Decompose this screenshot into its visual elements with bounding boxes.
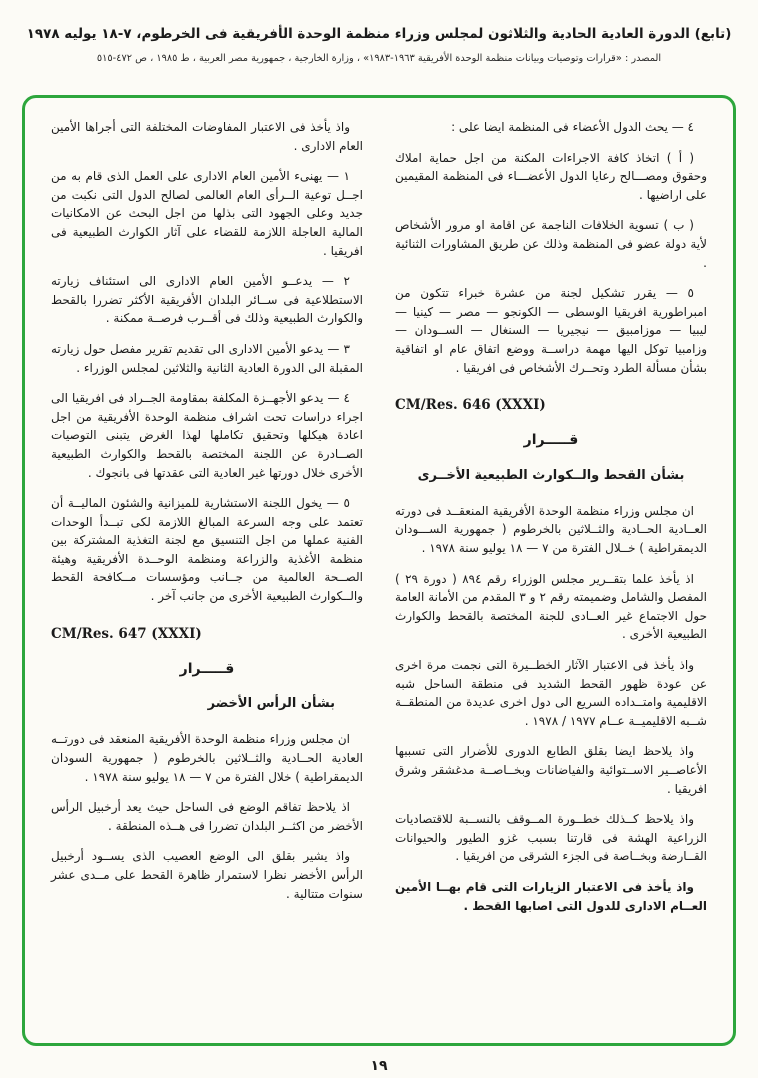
clause-1-congratulates: ١ — يهنىء الأمين العام الادارى على العمل الذى قام به من اجــل توعية الــرأى العام العالمى لصالح الدول التى نكبت من جديد وعلى الجهود التى بذلها من اجل البحث عن الامكانيات المالية العاجلة اللازمة للقضاء على آثار الكوارث الطبيعية فى افريقيا . [51, 169, 363, 258]
preamble-sahel-situation: اذ يلاحظ تفاقم الوضع فى الساحل حيث يعد أرخبيل الرأس الأخضر من اكثــر البلدان تضررا فى هــذه المنطقة . [51, 800, 363, 833]
clause-3-invites-report: ٣ — يدعو الأمين الادارى الى تقديم تقرير مفصل حول زيارته المقبلة الى الدورة العادية الثانية والثلاثين لمجلس الوزراء . [51, 341, 363, 375]
preamble-cyclones: واذ يلاحظ ايضا بقلق الطابع الدورى للأضرار التى تسببها الأعاصــير الاســتوائية والفياضانات وبخــاصــة مدغشقر وشرق افريقيا . [395, 744, 707, 796]
clause-2-invites-visits: ٢ — يدعــو الأمين العام الادارى الى استئناف زيارته الاستطلاعية فى ســائر البلدان الأفريقية الأكثر تضررا بالقحط والكوارث الطبيعية وذلك فى أقــرب فرصــة ممكنة . [51, 274, 363, 326]
column-right [395, 118, 707, 1029]
clause-4-locust-bodies: ٤ — يدعو الأجهــزة المكلفة بمقاومة الجــراد فى افريقيا الى اجراء دراسات تحت اشراف منظمة الوحدة الأفريقية من اجل اعادة هيكلها وتحقيق تكاملها لهذا الغرض يتبنى التوصيات الصــادرة عن اللجنة المختصة بالقحط والكوارث الطبيعية الأخرى خلال دورتها غير العادية التى عقدتها فى بانجوك . [51, 391, 363, 480]
clause-4-sub-a: ( أ ) اتخاذ كافة الاجراءات المكنة من اجل حماية املاك وحقوق ومصـــالح رعايا الدول الأعضـــاء فى المنظمة المقيمين على اراضيها . [395, 150, 707, 202]
preamble-council-647: ان مجلس وزراء منظمة الوحدة الأفريقية المنعقد فى دورتــه العادية الحــادية والثــلاثين بالخرطوم ( جمهورية السودان الديمقراطية ) خلال الفترة من ٧ — ١٨ يوليو سنة ١٩٧٨ . [51, 732, 363, 784]
page-footer [0, 1058, 758, 1074]
resolution-code-646: CM/Res. 646 (XXXI) [395, 397, 546, 414]
document-header [14, 26, 744, 64]
preamble-agriculture: واذ يلاحظ كــذلك خطــورة المــوقف بالنســبة للاقتصاديات الزراعية الهشة فى قارتنا بسبب غزو الطيور والحيوانات القــارضة وبخــاصة فى الجزء الشرقى من افريقيا . [395, 812, 707, 864]
clause-5-budget-committee: ٥ — يخول اللجنة الاستشارية للميزانية والشئون الماليــة أن تعتمد على وجه السرعة المبالغ اللازمة لكى تبــدأ الوحدات الفنية عملها من اجل التنسيق مع لجنة التغذية المشتركة بين منظمة الأغذية والزراعة ومنظمة الوحــدة الأفريقية وهيئة الصــحة العالمية من جــانب ومؤسسات مــكافحة القحط والــكوارث الطبيعية الأخرى من جانب آخر . [51, 496, 363, 604]
column-left [51, 118, 363, 1029]
preamble-visits: واذ يأخذ فى الاعتبار الزيارات التى قام بهــا الأمين العــام الادارى للدول التى اصابها القحط . [395, 879, 707, 913]
preamble-negotiations: واذ يأخذ فى الاعتبار المفاوضات المختلفة التى أجراها الأمين العام الادارى . [51, 120, 363, 153]
preamble-report: اذ يأخذ علما بتقــرير مجلس الوزراء رقم ٨٩٤ ( دورة ٢٩ ) المفصل والشامل وضميمته رقم ٢ و ٣ المقدم من الأمانة العامة حول الاجتماع غير العــادى للجنة المختصة بالقحط والكوارث الطبيعية الأخرى . [395, 571, 707, 642]
green-frame [22, 95, 736, 1046]
preamble-effects: واذ يأخذ فى الاعتبار الآثار الخطــيرة التى نجمت مرة اخرى عن عودة ظهور القحط الشديد فى منطقة الساحل شبه الاقليمية وامتــداده السريع الى دول اخرى عديدة من المنطقــة شــبه الاقليميــة عــام ١٩٧٧ / ١٩٧٨ . [395, 658, 707, 728]
preamble-cape-verde-drought: واذ يشير بقلق الى الوضع العصيب الذى يســود أرخبيل الرأس الأخضر نظرا لاستمرار ظاهرة القحط على مــدى عشر سنوات متتالية . [51, 849, 363, 901]
resolution-code-647: CM/Res. 647 (XXXI) [51, 625, 202, 642]
header-session-title: (تابع) الدورة العادية الحادية والثلاثون لمجلس وزراء منظمة الوحدة الأفريقية فى الخرطوم، ٧-١٨ يوليه ١٩٧٨ [26, 26, 732, 42]
clause-5-committee: ٥ — يقرر تشكيل لجنة من عشرة خبراء تتكون من امبراطورية افريقيا الوسطى — الكونجو — مصر — كينيا — ليبيا — موزامبيق — نيجيريا — السنغال — الســودان — وزامبيا توكل اليها مهمة دراســة ووضع اتفاق عام او اتفاقية بشأن مسألة الطرد وتحــرك الأشخاص فى افريقيا . [395, 286, 707, 375]
resolution-title: قـــــرار [523, 432, 579, 449]
resolution-subtitle-drought: بشأن القحط والــكوارث الطبيعية الأخــرى [417, 467, 685, 483]
preamble-council: ان مجلس وزراء منظمة الوحدة الأفريقية المنعقــد فى دورته العــادية الحــادية والثــلاثين بالخرطوم ( جمهورية الســـودان الديمقراطية ) خــلال الفترة من ٧ — ١٨ يوليو سنة ١٩٧٨ . [395, 503, 707, 556]
two-column-layout [51, 118, 707, 1029]
resolution-subtitle-cape-verde: بشأن الرأس الأخضر [207, 696, 335, 712]
clause-4-sub-b: ( ب ) تسوية الخلافات الناجمة عن اقامة او مرور الأشخاص لأية دولة عضو فى المنظمة وذلك عن طريق المشاورات الثنائية . [395, 218, 707, 270]
page-number: ١٩ [370, 1058, 388, 1074]
clause-4-intro: ٤ — يحث الدول الأعضاء فى المنظمة ايضا على : [451, 120, 694, 134]
resolution-title: قـــــرار [179, 660, 235, 677]
header-source-line: المصدر : «قرارات وتوصيات وبيانات منظمة الوحدة الأفريقية ١٩٦٣-١٩٨٣» ، وزارة الخارجية ، جمهورية مصر العربية ، ط ١٩٨٥ ، ص ٤٧٢-٥١٥ [96, 53, 662, 64]
